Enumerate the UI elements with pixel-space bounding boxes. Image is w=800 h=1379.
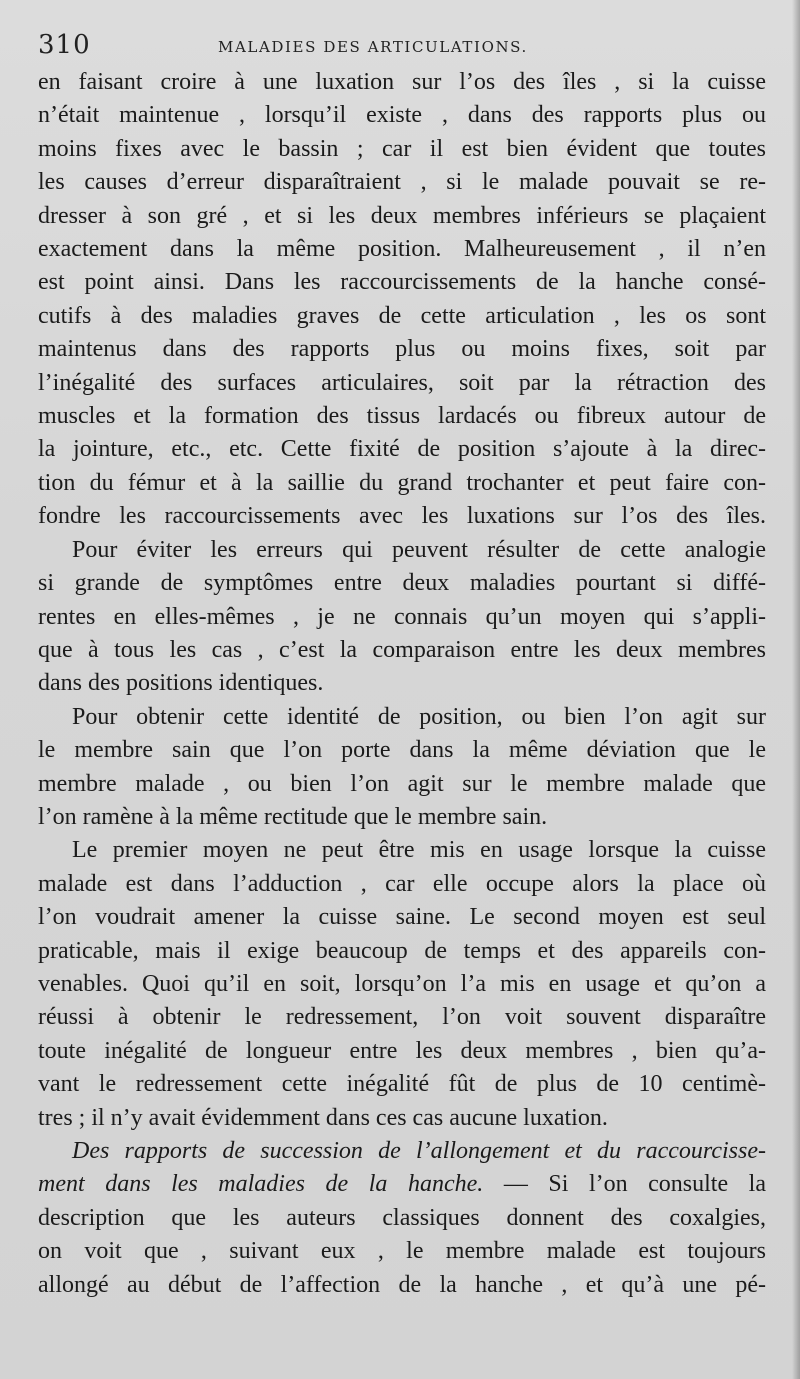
text-line: Pour éviter les erreurs qui peuvent résulter de cette analogie bbox=[72, 536, 766, 563]
paragraph-3 bbox=[38, 701, 766, 835]
text-line: description que les auteurs classiques donnent des coxalgies, bbox=[38, 1204, 766, 1231]
text-line: l’on voudrait amener la cuisse saine. Le second moyen est seul bbox=[38, 904, 766, 931]
text-line: muscles et la formation des tissus lardacés ou fibreux autour de bbox=[38, 403, 766, 430]
text-line bbox=[38, 1168, 766, 1201]
text-line: membre malade , ou bien l’on agit sur le membre malade que bbox=[38, 770, 766, 797]
text-line: le membre sain que l’on porte dans la même déviation que le bbox=[38, 737, 766, 764]
text-line: Le premier moyen ne peut être mis en usage lorsque la cuisse bbox=[72, 837, 766, 864]
text-line: praticable, mais il exige beaucoup de temps et des appareils con- bbox=[38, 937, 766, 964]
text-line: moins fixes avec le bassin ; car il est bien évident que toutes bbox=[38, 135, 766, 162]
body-text bbox=[38, 66, 766, 1302]
section-heading-line: Des rapports de succession de l’allongement et du raccourcisse- bbox=[72, 1138, 766, 1164]
text-line: n’était maintenue , lorsqu’il existe , dans des rapports plus ou bbox=[38, 102, 766, 129]
text-line: dresser à son gré , et si les deux membres inférieurs se plaçaient bbox=[38, 202, 766, 229]
paragraph-4 bbox=[38, 834, 766, 1135]
text-line: est point ainsi. Dans les raccourcissements de la hanche consé- bbox=[38, 269, 766, 296]
page-number: 310 bbox=[38, 30, 91, 60]
text-line: allongé au début de l’affection de la hanche , et qu’à une pé- bbox=[38, 1271, 766, 1298]
text-line: en faisant croire à une luxation sur l’os des îles , si la cuisse bbox=[38, 69, 766, 95]
text-line: si grande de symptômes entre deux maladies pourtant si diffé- bbox=[38, 570, 766, 597]
text-line: dans des positions identiques. bbox=[38, 670, 324, 697]
page-header bbox=[38, 26, 766, 66]
text-line: que à tous les cas , c’est la comparaison entre les deux membres bbox=[38, 636, 766, 663]
text-line: on voit que , suivant eux , le membre malade est toujours bbox=[38, 1238, 766, 1265]
text-line: Pour obtenir cette identité de position, ou bien l’on agit sur bbox=[72, 703, 766, 730]
text-line: cutifs à des maladies graves de cette articulation , les os sont bbox=[38, 302, 766, 329]
text-line: rentes en elles-mêmes , je ne connais qu’un moyen qui s’appli- bbox=[38, 603, 766, 630]
text-line: tres ; il n’y avait évidemment dans ces cas aucune luxation. bbox=[38, 1104, 608, 1131]
text-line: exactement dans la même position. Malheureusement , il n’en bbox=[38, 236, 766, 263]
text-line: tion du fémur et à la saillie du grand trochanter et peut faire con- bbox=[38, 469, 766, 496]
section-heading: ment dans les maladies de la hanche. bbox=[38, 1171, 484, 1198]
text-line: les causes d’erreur disparaîtraient , si le malade pouvait se re- bbox=[38, 169, 766, 196]
text-line: l’inégalité des surfaces articulaires, soit par la rétraction des bbox=[38, 369, 766, 396]
text-line: malade est dans l’adduction , car elle occupe alors la place où bbox=[38, 870, 766, 897]
text-line: venables. Quoi qu’il en soit, lorsqu’on l’a mis en usage et qu’on a bbox=[38, 970, 766, 997]
text-line: réussi à obtenir le redressement, l’on voit souvent disparaître bbox=[38, 1004, 766, 1031]
running-head: MALADIES DES ARTICULATIONS. bbox=[218, 38, 528, 56]
text-line: l’on ramène à la même rectitude que le membre sain. bbox=[38, 803, 548, 830]
text-line: maintenus dans des rapports plus ou moins fixes, soit par bbox=[38, 336, 766, 363]
text-line: toute inégalité de longueur entre les deux membres , bien qu’a- bbox=[38, 1037, 766, 1064]
text-run: — Si l’on consulte la bbox=[483, 1171, 766, 1198]
paragraph-1 bbox=[38, 66, 766, 534]
text-line: vant le redressement cette inégalité fût de plus de 10 centimè- bbox=[38, 1071, 766, 1098]
text-line: fondre les raccourcissements avec les luxations sur l’os des îles. bbox=[38, 503, 766, 530]
paragraph-2 bbox=[38, 534, 766, 701]
paragraph-5 bbox=[38, 1135, 766, 1302]
text-line: la jointure, etc., etc. Cette fixité de position s’ajoute à la direc- bbox=[38, 436, 766, 463]
